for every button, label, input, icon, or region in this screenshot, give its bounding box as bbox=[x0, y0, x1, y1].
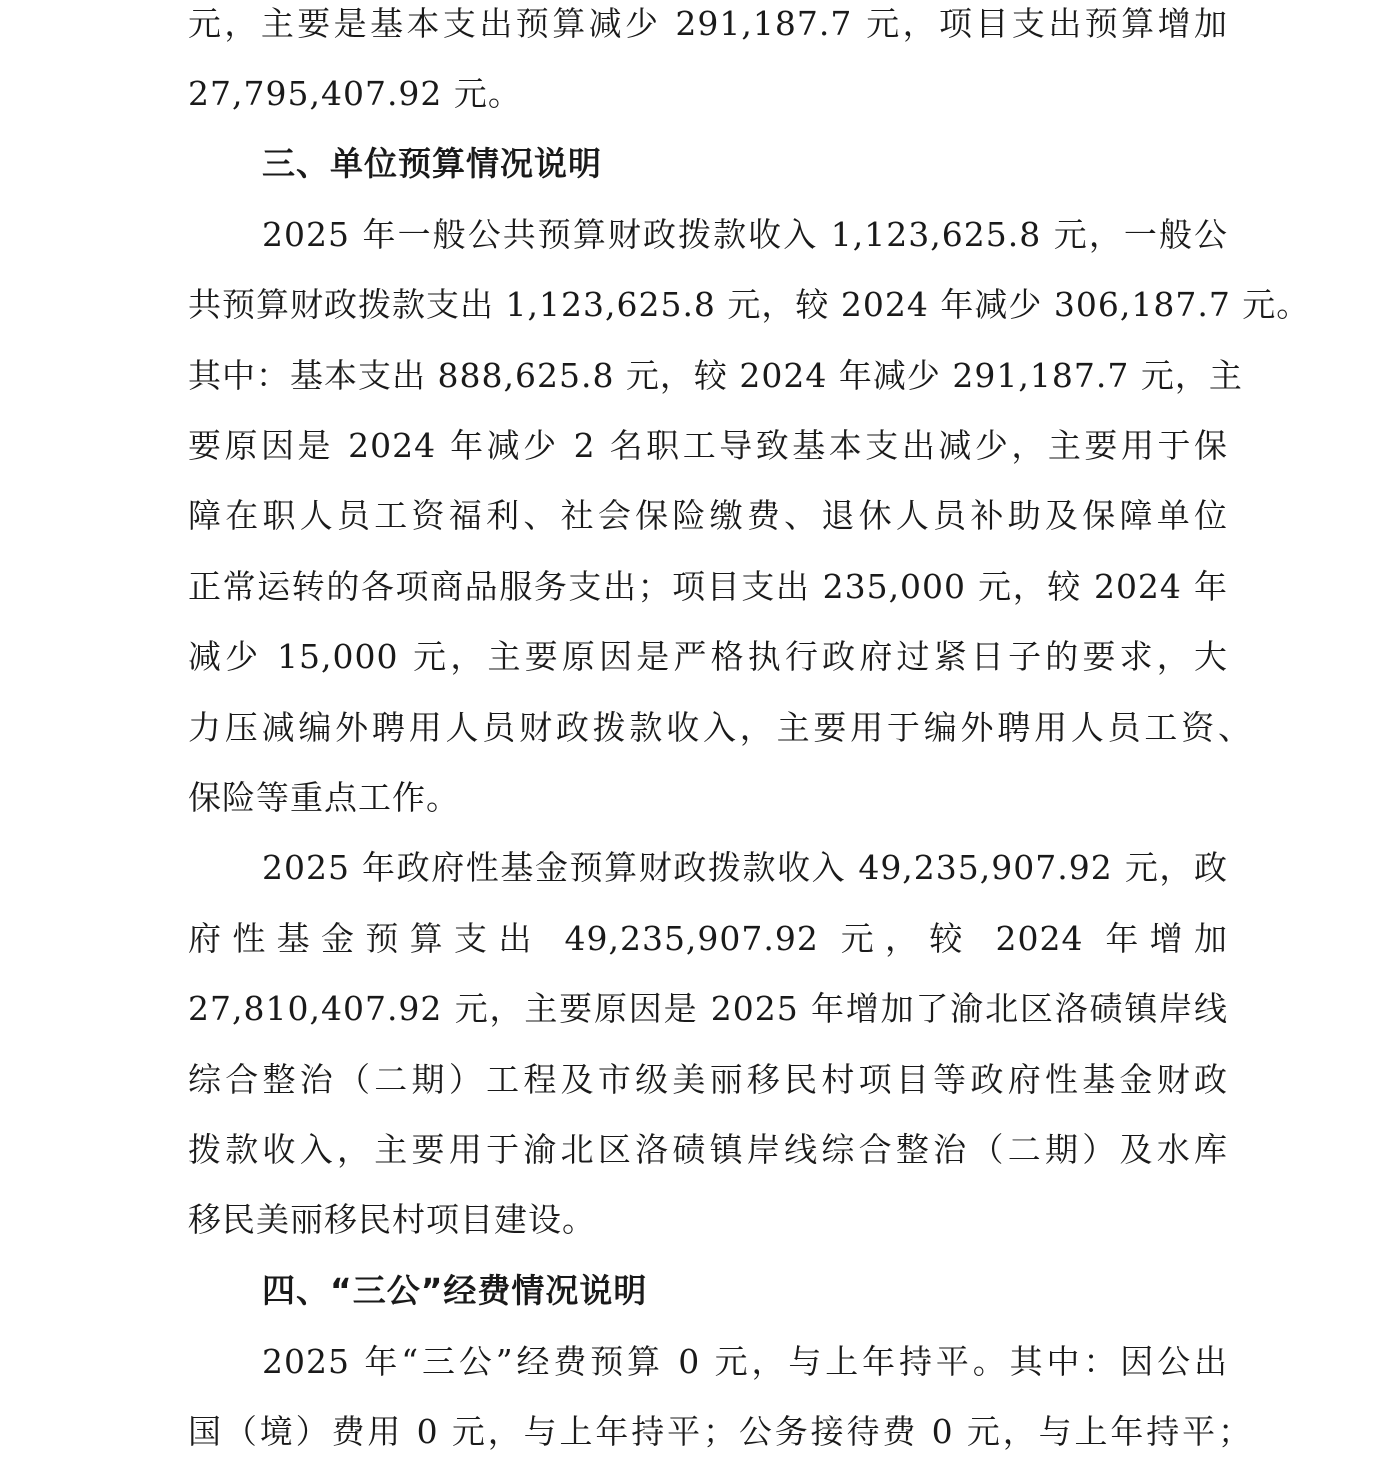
body-text-line: 2025 年一般公共预算财政拨款收入 1,123,625.8 元，一般公 bbox=[262, 215, 1228, 254]
body-text-line: 拨款收入，主要用于渝北区洛碛镇岸线综合整治（二期）及水库 bbox=[188, 1130, 1228, 1169]
body-text-line: 正常运转的各项商品服务支出；项目支出 235,000 元，较 2024 年 bbox=[188, 567, 1228, 606]
body-text-line: 保险等重点工作。 bbox=[188, 778, 460, 817]
body-text-line: 国（境）费用 0 元，与上年持平；公务接待费 0 元，与上年持平； bbox=[188, 1412, 1252, 1451]
body-text-line: 2025 年“三公”经费预算 0 元，与上年持平。其中：因公出 bbox=[262, 1342, 1228, 1381]
body-text-line: 27,795,407.92 元。 bbox=[188, 74, 522, 113]
body-text-line: 府性基金预算支出 49,235,907.92 元，较 2024 年增加 bbox=[188, 919, 1228, 958]
section-heading: 四、“三公”经费情况说明 bbox=[262, 1271, 648, 1310]
body-text-line: 综合整治（二期）工程及市级美丽移民村项目等政府性基金财政 bbox=[188, 1060, 1228, 1099]
body-text-line: 障在职人员工资福利、社会保险缴费、退休人员补助及保障单位 bbox=[188, 496, 1228, 535]
body-text-line: 元，主要是基本支出预算减少 291,187.7 元，项目支出预算增加 bbox=[188, 4, 1228, 43]
body-text-line: 减少 15,000 元，主要原因是严格执行政府过紧日子的要求，大 bbox=[188, 637, 1228, 676]
body-text-line: 27,810,407.92 元，主要原因是 2025 年增加了渝北区洛碛镇岸线 bbox=[188, 989, 1228, 1028]
body-text-line: 其中：基本支出 888,625.8 元，较 2024 年减少 291,187.7 元，主 bbox=[188, 356, 1243, 395]
body-text-line: 2025 年政府性基金预算财政拨款收入 49,235,907.92 元，政 bbox=[262, 848, 1228, 887]
section-heading: 三、单位预算情况说明 bbox=[262, 144, 602, 183]
body-text-line: 共预算财政拨款支出 1,123,625.8 元，较 2024 年减少 306,187.7 元。 bbox=[188, 285, 1311, 324]
body-text-line: 要原因是 2024 年减少 2 名职工导致基本支出减少，主要用于保 bbox=[188, 426, 1228, 465]
body-text-line: 移民美丽移民村项目建设。 bbox=[188, 1200, 596, 1239]
body-text-line: 力压减编外聘用人员财政拨款收入，主要用于编外聘用人员工资、 bbox=[188, 708, 1252, 747]
